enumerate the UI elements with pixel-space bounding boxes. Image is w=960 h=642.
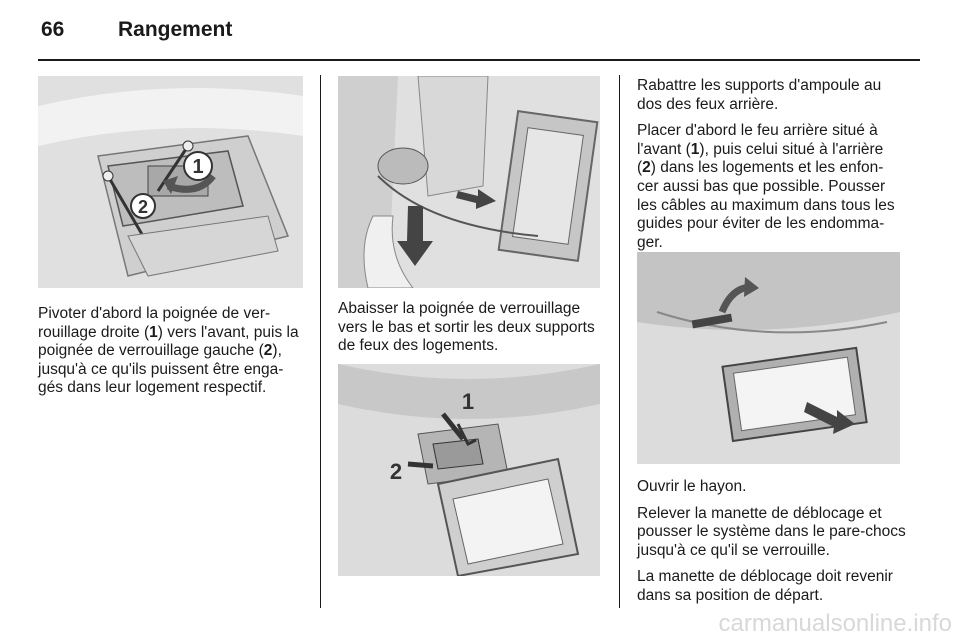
instruction-text-1: Pivoter d'abord la poignée de ver-rouillage droite (1) vers l'avant, puis la poignée de verrouillage gauche (2), jusqu'à ce qu'ils puissent être enga-gés dans leur logement respectif. [38, 305, 299, 397]
figure-lower-handle [338, 76, 600, 288]
figure-label-2: 2 [389, 459, 403, 484]
figure-lock-handles [38, 76, 303, 288]
column-divider-1 [320, 75, 321, 608]
watermark: carmanualsonline.info [718, 610, 952, 637]
page-number: 66 [41, 18, 65, 41]
figure-remove-supports [338, 364, 600, 576]
page-title: Rangement [118, 18, 233, 41]
column-divider-2 [619, 75, 620, 608]
figure-label-1: 1 [461, 389, 475, 414]
paragraph: La manette de déblocage doit revenir dans sa position de départ. [637, 568, 893, 604]
paragraph: Ouvrir le hayon. [637, 478, 747, 495]
figure-fold-into-bumper [637, 252, 900, 464]
instruction-text-4 [637, 478, 907, 614]
instruction-text-3 [637, 77, 902, 260]
instruction-text-2: Abaisser la poignée de verrouillage vers le bas et sortir les deux supports de feux des logements. [338, 300, 595, 355]
paragraph: Placer d'abord le feu arrière situé à l'avant (1), puis celui situé à l'arrière (2) dans les logements et les enfon-cer aussi bas que possible. Pousser les câbles au maximum dans tous les guides pour éviter de les endomma-ger. [637, 122, 895, 251]
figure-label-1: 1 [192, 156, 204, 178]
paragraph: Relever la manette de déblocage et pousser le système dans le pare-chocs jusqu'à ce qu'il se verrouille. [637, 504, 906, 559]
header-divider [38, 59, 920, 61]
figure-label-2: 2 [137, 197, 149, 217]
paragraph: Rabattre les supports d'ampoule au dos des feux arrière. [637, 77, 882, 113]
